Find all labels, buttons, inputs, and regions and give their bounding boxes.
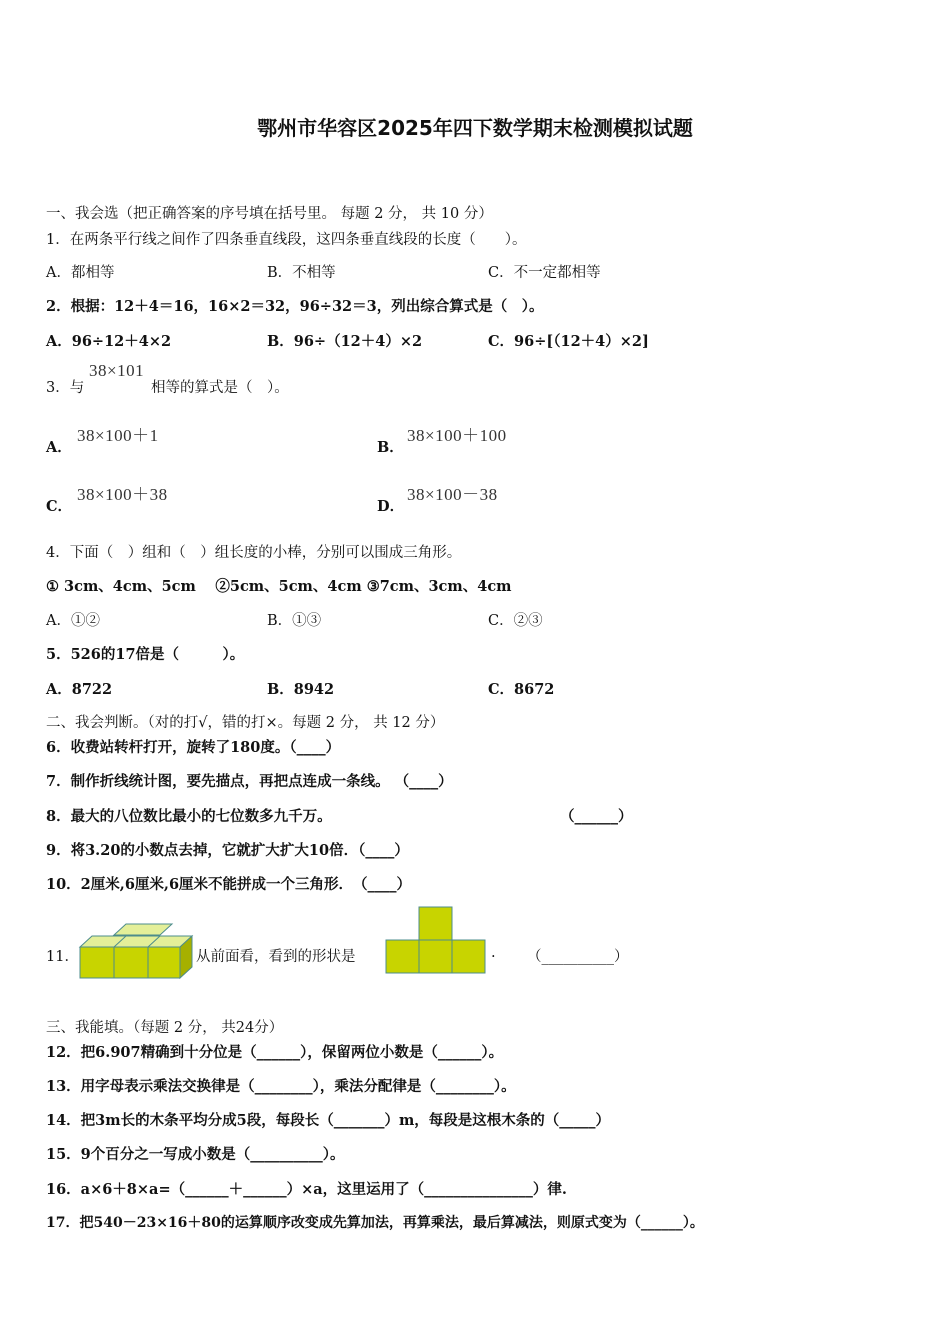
q2-option-b: B．96÷（12＋4）×2 bbox=[267, 333, 423, 350]
front-view-square-right bbox=[452, 940, 485, 973]
q8-blank: （______） bbox=[560, 808, 633, 825]
q11-text: 从前面看，看到的形状是 bbox=[196, 949, 356, 965]
q5-option-b: B．8942 bbox=[267, 681, 335, 698]
q5-option-c: C．8672 bbox=[488, 681, 555, 698]
q11-number: 11． bbox=[46, 949, 79, 965]
q1-option-b: B．不相等 bbox=[267, 265, 336, 281]
q4-groups: ① 3cm、4cm、5cm ②5cm、5cm、4cm ③7cm、3cm、4cm bbox=[46, 578, 512, 595]
question-1: 1．在两条平行线之间作了四条垂直线段，这四条垂直线段的长度（ ）。 bbox=[46, 232, 527, 248]
question-15: 15．9个百分之一写成小数是（__________）。 bbox=[46, 1146, 345, 1163]
q3-option-d-formula: 38×100－38 bbox=[407, 485, 498, 504]
cube-front-3 bbox=[148, 947, 180, 978]
cube-back-top bbox=[114, 924, 172, 935]
question-4: 4．下面（ ）组和（ ）组长度的小棒，分别可以围成三角形。 bbox=[46, 545, 462, 561]
front-view-top-square bbox=[419, 907, 452, 940]
cubes-figure bbox=[78, 920, 196, 980]
question-3-prefix: 3．与 bbox=[46, 380, 85, 396]
section-2-heading: 二、我会判断。（对的打√，错的打×。每题 2 分， 共 12 分） bbox=[46, 715, 445, 731]
q3-option-a-label: A． bbox=[46, 439, 72, 456]
q11-blank: （__________） bbox=[527, 949, 629, 965]
question-3-suffix: 相等的算式是（ ）。 bbox=[151, 380, 289, 396]
question-17: 17．把540－23×16＋80的运算顺序改变成先算加法，再算乘法，最后算减法，则原式变为（______）。 bbox=[46, 1215, 704, 1231]
question-5: 5．526的17倍是（ ）。 bbox=[46, 646, 245, 663]
question-14: 14．把3m长的木条平均分成5段，每段长（_______）m，每段是这根木条的（_____） bbox=[46, 1112, 611, 1129]
question-8: 8．最大的八位数比最小的七位数多九千万。 bbox=[46, 808, 332, 825]
question-13: 13．用字母表示乘法交换律是（________），乘法分配律是（________）。 bbox=[46, 1078, 516, 1095]
q1-option-c: C．不一定都相等 bbox=[488, 265, 601, 281]
q3-formula: 38×101 bbox=[89, 361, 145, 380]
section-3-heading: 三、我能填。（每题 2 分， 共24分） bbox=[46, 1020, 284, 1036]
q3-option-c-label: C． bbox=[46, 498, 73, 515]
page-title: 鄂州市华容区2025年四下数学期末检测模拟试题 bbox=[257, 116, 693, 140]
cube-front-1 bbox=[80, 947, 114, 978]
front-view-square-middle bbox=[419, 940, 452, 973]
q3-option-b-label: B． bbox=[377, 439, 404, 456]
question-7: 7．制作折线统计图，要先描点，再把点连成一条线。 （____） bbox=[46, 773, 453, 790]
q2-option-a: A．96÷12＋4×2 bbox=[46, 333, 172, 350]
cubes-top-face bbox=[80, 936, 192, 947]
q5-option-a: A．8722 bbox=[46, 681, 113, 698]
q4-option-b: B．①③ bbox=[267, 613, 322, 629]
q3-option-b-formula: 38×100＋100 bbox=[407, 426, 507, 445]
q3-option-c-formula: 38×100＋38 bbox=[77, 485, 168, 504]
question-10: 10．2厘米,6厘米,6厘米不能拼成一个三角形． （____） bbox=[46, 876, 412, 893]
q3-option-a-formula: 38×100＋1 bbox=[77, 426, 159, 445]
front-view-figure bbox=[385, 905, 487, 975]
q11-dot: . bbox=[491, 945, 496, 961]
front-view-square-left bbox=[386, 940, 419, 973]
question-2: 2．根据：12＋4＝16，16×2＝32，96÷32＝3，列出综合算式是（ ）。 bbox=[46, 298, 544, 315]
q4-option-a: A．①② bbox=[46, 613, 100, 629]
cube-front-2 bbox=[114, 947, 148, 978]
q4-option-c: C．②③ bbox=[488, 613, 543, 629]
q3-option-d-label: D． bbox=[377, 498, 405, 515]
section-1-heading: 一、我会选（把正确答案的序号填在括号里。 每题 2 分， 共 10 分） bbox=[46, 206, 493, 222]
question-6: 6．收费站转杆打开，旋转了180度。（____） bbox=[46, 739, 341, 756]
q2-option-c: C．96÷[（12＋4）×2] bbox=[488, 333, 649, 350]
question-16: 16．a×6＋8×a=（______＋______）×a，这里运用了（_______________）律. bbox=[46, 1181, 567, 1198]
q1-option-a: A．都相等 bbox=[46, 265, 115, 281]
question-12: 12．把6.907精确到十分位是（______），保留两位小数是（______）。 bbox=[46, 1044, 504, 1061]
question-9: 9．将3.20的小数点去掉，它就扩大扩大10倍．（____） bbox=[46, 842, 409, 859]
